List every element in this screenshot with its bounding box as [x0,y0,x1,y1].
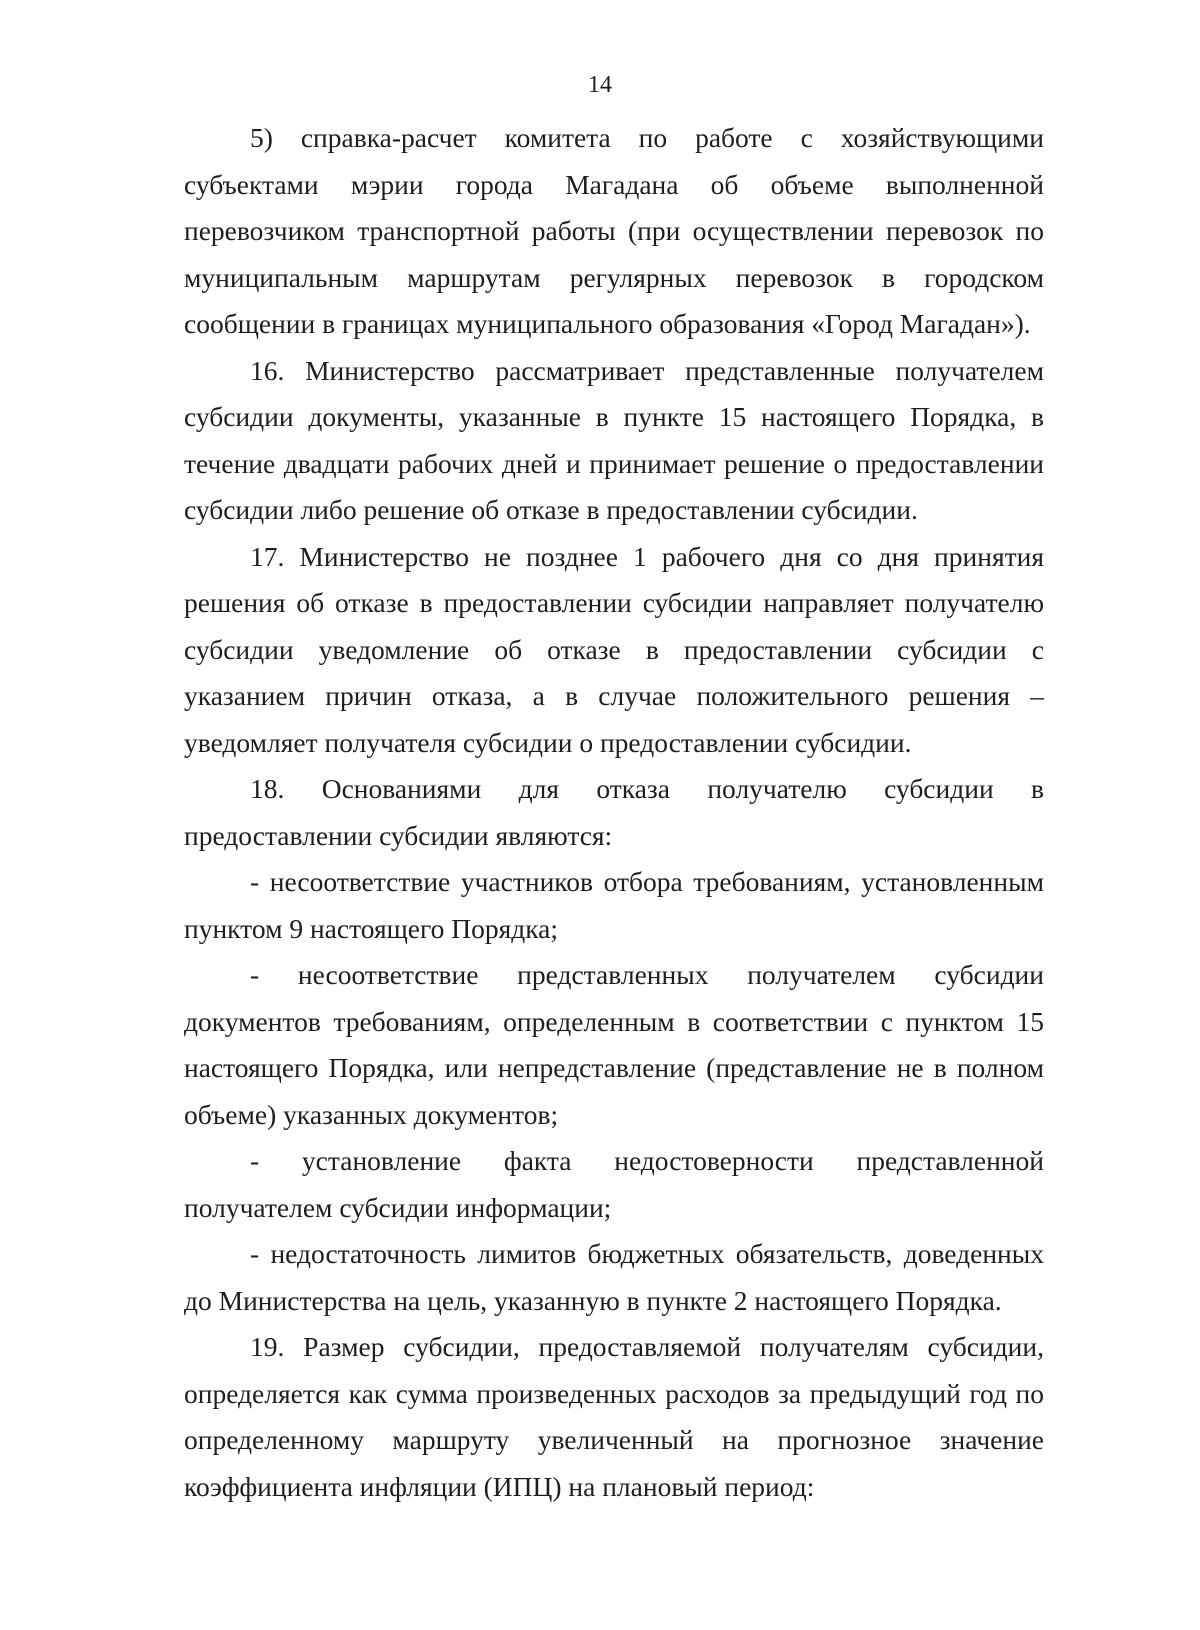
paragraph-item-5: 5) справка-расчет комитета по работе с хозяйствующими субъектами мэрии города Магадана об объеме выполненной перевозчиком транспортной работы (при осуществлении перевозок по муниципальным маршрутам регулярных перевозок в городском сообщении в границах муниципального образования «Город Магадан»). [184,122,1044,339]
paragraph-16: 16. Министерство рассматривает представленные получателем субсидии документы, указанные в пункте 15 настоящего Порядка, в течение двадцати рабочих дней и принимает решение о предоставлении субсидии либо решение об отказе в предоставлении субсидии. [184,354,1044,525]
page-number: 14 [588,72,612,98]
paragraph-18: 18. Основаниями для отказа получателю субсидии в предоставлении субсидии являются: [184,773,1044,851]
list-item-refusal-ground-4: - недостаточность лимитов бюджетных обязательств, доведенных до Министерства на цель, указанную в пункте 2 настоящего Порядка. [184,1238,1044,1316]
paragraph-19: 19. Размер субсидии, предоставляемой получателям субсидии, определяется как сумма произведенных расходов за предыдущий год по определенному маршруту увеличенный на прогнозное значение коэффициента инфляции (ИПЦ) на плановый период: [184,1331,1044,1502]
list-item-refusal-ground-1: - несоответствие участников отбора требованиям, установленным пунктом 9 настоящего Порядка; [184,866,1044,944]
paragraph-17: 17. Министерство не позднее 1 рабочего дня со дня принятия решения об отказе в предоставлении субсидии направляет получателю субсидии уведомление об отказе в предоставлении субсидии с указанием причин отказа, а в случае положительного решения – уведомляет получателя субсидии о предоставлении субсидии. [184,540,1044,758]
document-body [184,115,1044,1510]
list-item-refusal-ground-3: - установление факта недостоверности представленной получателем субсидии информации; [184,1145,1044,1223]
list-item-refusal-ground-2: - несоответствие представленных получателем субсидии документов требованиям, определенным в соответствии с пунктом 15 настоящего Порядка, или непредставление (представление не в полном объеме) указанных документов; [184,959,1044,1130]
